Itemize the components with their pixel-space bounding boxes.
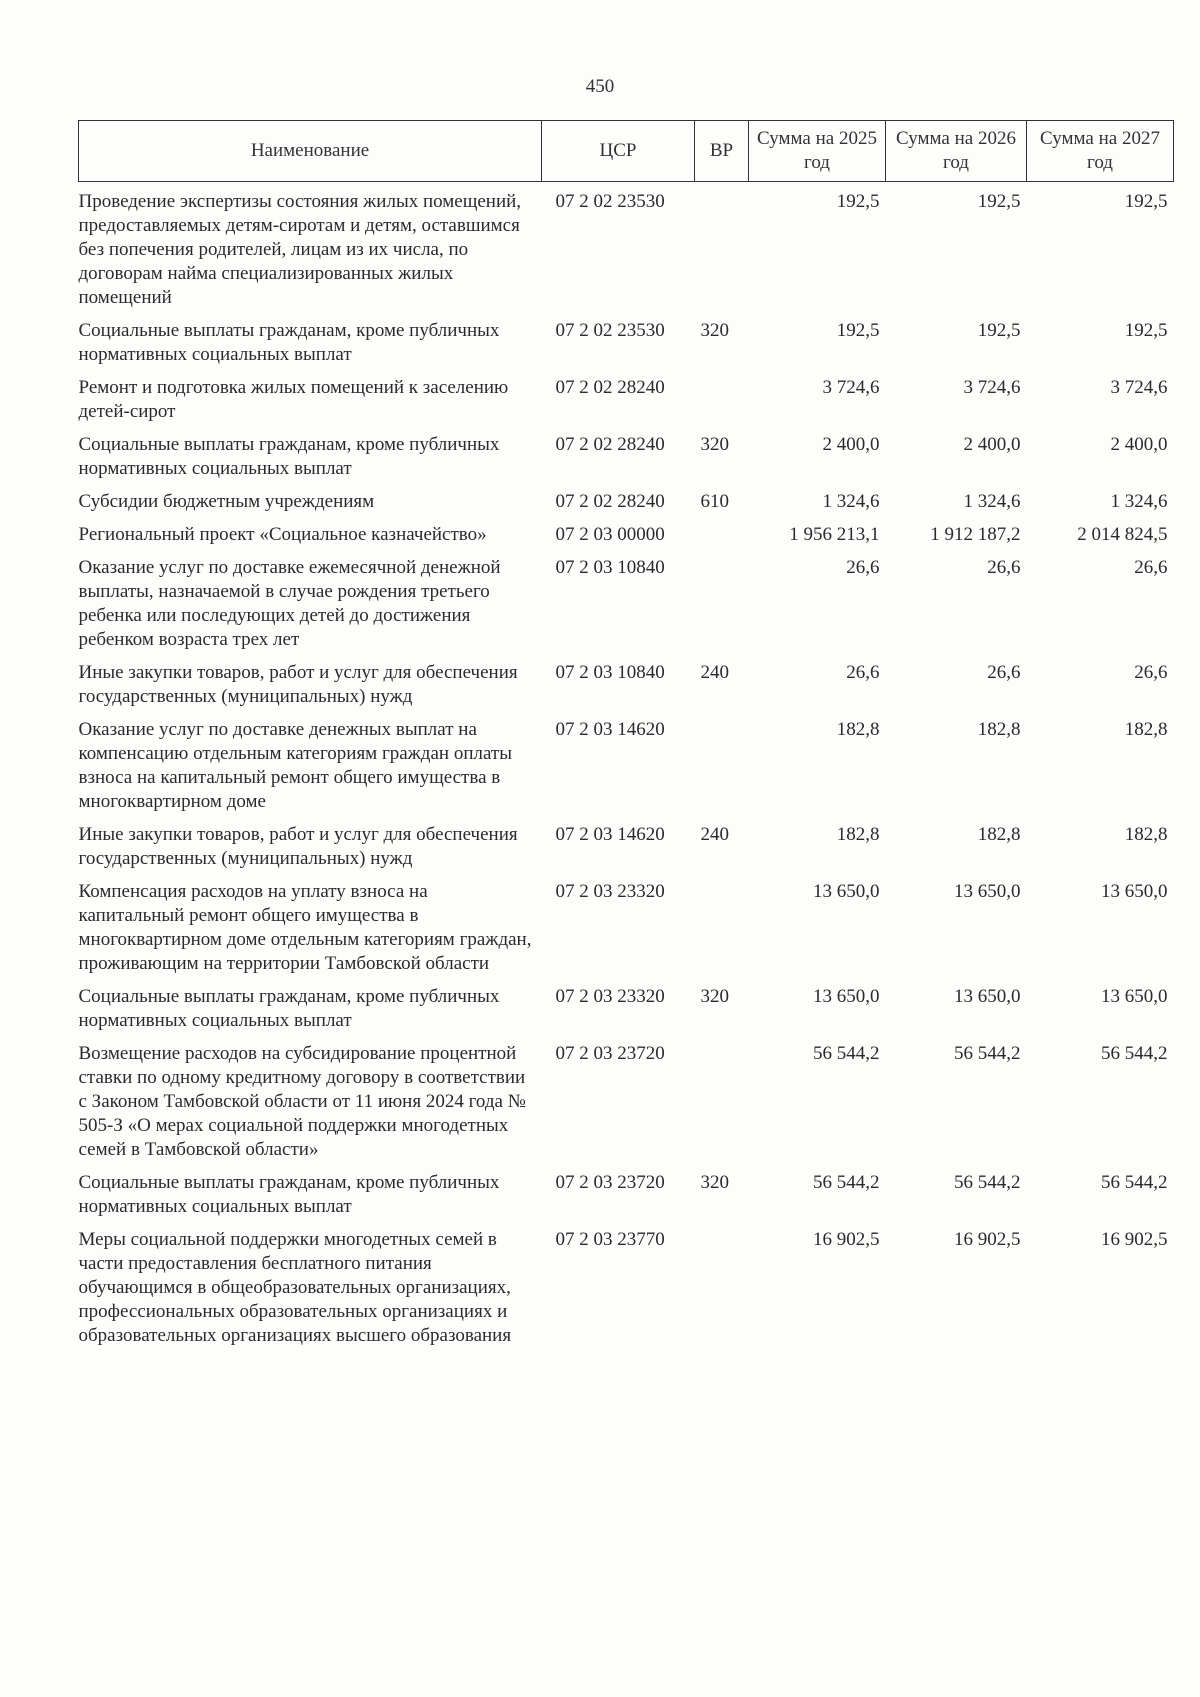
header-sum-2026: Сумма на 2026 год: [886, 121, 1027, 182]
row-vr: [695, 1037, 749, 1166]
table-row: [79, 428, 1174, 485]
row-sum-2025: 13 650,0: [813, 986, 880, 1007]
row-csr: 07 2 03 23320: [555, 986, 665, 1007]
row-csr: 07 2 02 23530: [555, 191, 665, 212]
table-row: [79, 1166, 1174, 1223]
row-vr: [695, 1223, 749, 1352]
row-vr: [695, 371, 749, 428]
row-csr: 07 2 03 23720: [555, 1172, 665, 1193]
row-csr: 07 2 02 28240: [555, 377, 665, 398]
row-sum-2027: 13 650,0: [1101, 881, 1168, 902]
row-sum-2026: 13 650,0: [954, 881, 1021, 902]
row-name: Меры социальной поддержки многодетных семей в части предоставления бесплатного питания обучающимся в общеобразовательных организациях, профессиональных образовательных организациях и образовательных организациях высшего образования: [78, 1229, 512, 1346]
row-sum-2027: 56 544,2: [1101, 1043, 1168, 1064]
row-sum-2025: 56 544,2: [813, 1172, 880, 1193]
row-sum-2026: 26,6: [987, 557, 1021, 578]
row-sum-2026: 16 902,5: [954, 1229, 1021, 1250]
header-sum-2025: Сумма на 2025 год: [749, 121, 886, 182]
row-vr: [695, 713, 749, 818]
row-sum-2025: 2 400,0: [822, 434, 880, 455]
row-sum-2025: 26,6: [846, 557, 880, 578]
row-sum-2027: 1 324,6: [1110, 491, 1168, 512]
row-sum-2026: 56 544,2: [954, 1043, 1021, 1064]
row-sum-2027: 192,5: [1124, 191, 1168, 212]
row-sum-2027: 16 902,5: [1101, 1229, 1168, 1250]
header-sum-2027: Сумма на 2027 год: [1027, 121, 1174, 182]
row-csr: 07 2 02 23530: [555, 320, 665, 341]
row-sum-2027: 182,8: [1124, 824, 1168, 845]
row-sum-2025: 192,5: [836, 320, 880, 341]
table-row: [79, 713, 1174, 818]
row-sum-2025: 1 324,6: [822, 491, 880, 512]
row-csr: 07 2 03 14620: [555, 719, 665, 740]
row-sum-2025: 1 956 213,1: [789, 524, 880, 545]
row-sum-2027: 26,6: [1134, 662, 1168, 683]
row-csr: 07 2 03 00000: [555, 524, 665, 545]
row-sum-2026: 1 912 187,2: [930, 524, 1021, 545]
row-vr: [695, 551, 749, 656]
table-row: [79, 1223, 1174, 1352]
table-header: [79, 121, 1174, 182]
row-name: Социальные выплаты гражданам, кроме публичных нормативных социальных выплат: [78, 986, 500, 1031]
row-name: Проведение экспертизы состояния жилых помещений, предоставляемых детям-сиротам и детям, оставшимся без попечения родителей, лицам из их числа, по договорам найма специализированных жилых помещений: [78, 191, 522, 308]
row-vr: 240: [700, 662, 729, 683]
table-row: [79, 818, 1174, 875]
row-vr: 610: [700, 491, 729, 512]
row-sum-2026: 2 400,0: [963, 434, 1021, 455]
table-row: [79, 371, 1174, 428]
header-csr: ЦСР: [542, 121, 695, 182]
row-csr: 07 2 03 23720: [555, 1043, 665, 1064]
row-sum-2027: 3 724,6: [1110, 377, 1168, 398]
row-sum-2027: 13 650,0: [1101, 986, 1168, 1007]
row-vr: 320: [700, 986, 729, 1007]
row-name: Ремонт и подготовка жилых помещений к заселению детей-сирот: [78, 377, 509, 422]
row-vr: 320: [700, 320, 729, 341]
row-sum-2027: 192,5: [1124, 320, 1168, 341]
row-name: Социальные выплаты гражданам, кроме публичных нормативных социальных выплат: [78, 434, 500, 479]
row-name: Компенсация расходов на уплату взноса на капитальный ремонт общего имущества в многоквартирном доме отдельным категориям граждан, проживающим на территории Тамбовской области: [78, 881, 532, 974]
table-body: [79, 182, 1174, 1353]
row-sum-2027: 2 014 824,5: [1077, 524, 1168, 545]
row-vr: 240: [700, 824, 729, 845]
table-row: [79, 518, 1174, 551]
header-name: Наименование: [79, 121, 542, 182]
table-row: [79, 656, 1174, 713]
row-sum-2025: 192,5: [836, 191, 880, 212]
table-row: [79, 182, 1174, 315]
table-row: [79, 1037, 1174, 1166]
row-sum-2025: 16 902,5: [813, 1229, 880, 1250]
row-sum-2026: 182,8: [977, 719, 1021, 740]
row-sum-2025: 3 724,6: [822, 377, 880, 398]
row-sum-2026: 26,6: [987, 662, 1021, 683]
table-row: [79, 551, 1174, 656]
row-sum-2026: 192,5: [977, 320, 1021, 341]
row-sum-2026: 3 724,6: [963, 377, 1021, 398]
row-vr: 320: [700, 434, 729, 455]
header-vr: ВР: [695, 121, 749, 182]
row-sum-2027: 56 544,2: [1101, 1172, 1168, 1193]
budget-table: [78, 120, 1174, 1352]
row-sum-2027: 26,6: [1134, 557, 1168, 578]
row-name: Социальные выплаты гражданам, кроме публичных нормативных социальных выплат: [78, 1172, 500, 1217]
row-csr: 07 2 02 28240: [555, 491, 665, 512]
row-name: Иные закупки товаров, работ и услуг для обеспечения государственных (муниципальных) нужд: [78, 662, 518, 707]
row-name: Региональный проект «Социальное казначейство»: [78, 524, 487, 545]
row-name: Возмещение расходов на субсидирование процентной ставки по одному кредитному договору в соответствии с Законом Тамбовской области от 11 июня 2024 года № 505-З «О мерах социальной поддержки многодетных семей в Тамбовской области»: [78, 1043, 526, 1160]
row-sum-2026: 182,8: [977, 824, 1021, 845]
row-sum-2025: 182,8: [836, 824, 880, 845]
table-row: [79, 485, 1174, 518]
table-row: [79, 314, 1174, 371]
page-number: 450: [585, 76, 615, 97]
table-row: [79, 980, 1174, 1037]
row-sum-2026: 56 544,2: [954, 1172, 1021, 1193]
row-sum-2025: 13 650,0: [813, 881, 880, 902]
row-name: Иные закупки товаров, работ и услуг для обеспечения государственных (муниципальных) нужд: [78, 824, 518, 869]
row-vr: [695, 182, 749, 315]
row-sum-2026: 13 650,0: [954, 986, 1021, 1007]
row-csr: 07 2 03 14620: [555, 824, 665, 845]
row-sum-2027: 182,8: [1124, 719, 1168, 740]
row-name: Оказание услуг по доставке денежных выплат на компенсацию отдельным категориям граждан оплаты взноса на капитальный ремонт общего имущества в многоквартирном доме: [78, 719, 512, 812]
row-sum-2026: 1 324,6: [963, 491, 1021, 512]
row-csr: 07 2 03 23770: [555, 1229, 665, 1250]
row-vr: 320: [700, 1172, 729, 1193]
row-name: Субсидии бюджетным учреждениям: [78, 491, 375, 512]
row-sum-2027: 2 400,0: [1110, 434, 1168, 455]
row-sum-2025: 56 544,2: [813, 1043, 880, 1064]
row-name: Оказание услуг по доставке ежемесячной денежной выплаты, назначаемой в случае рождения третьего ребенка или последующих детей до достижения ребенком возраста трех лет: [78, 557, 501, 650]
row-sum-2025: 26,6: [846, 662, 880, 683]
row-csr: 07 2 02 28240: [555, 434, 665, 455]
row-vr: [695, 875, 749, 980]
row-csr: 07 2 03 10840: [555, 662, 665, 683]
row-sum-2025: 182,8: [836, 719, 880, 740]
row-name: Социальные выплаты гражданам, кроме публичных нормативных социальных выплат: [78, 320, 500, 365]
row-csr: 07 2 03 10840: [555, 557, 665, 578]
table-row: [79, 875, 1174, 980]
row-csr: 07 2 03 23320: [555, 881, 665, 902]
row-sum-2026: 192,5: [977, 191, 1021, 212]
row-vr: [695, 518, 749, 551]
